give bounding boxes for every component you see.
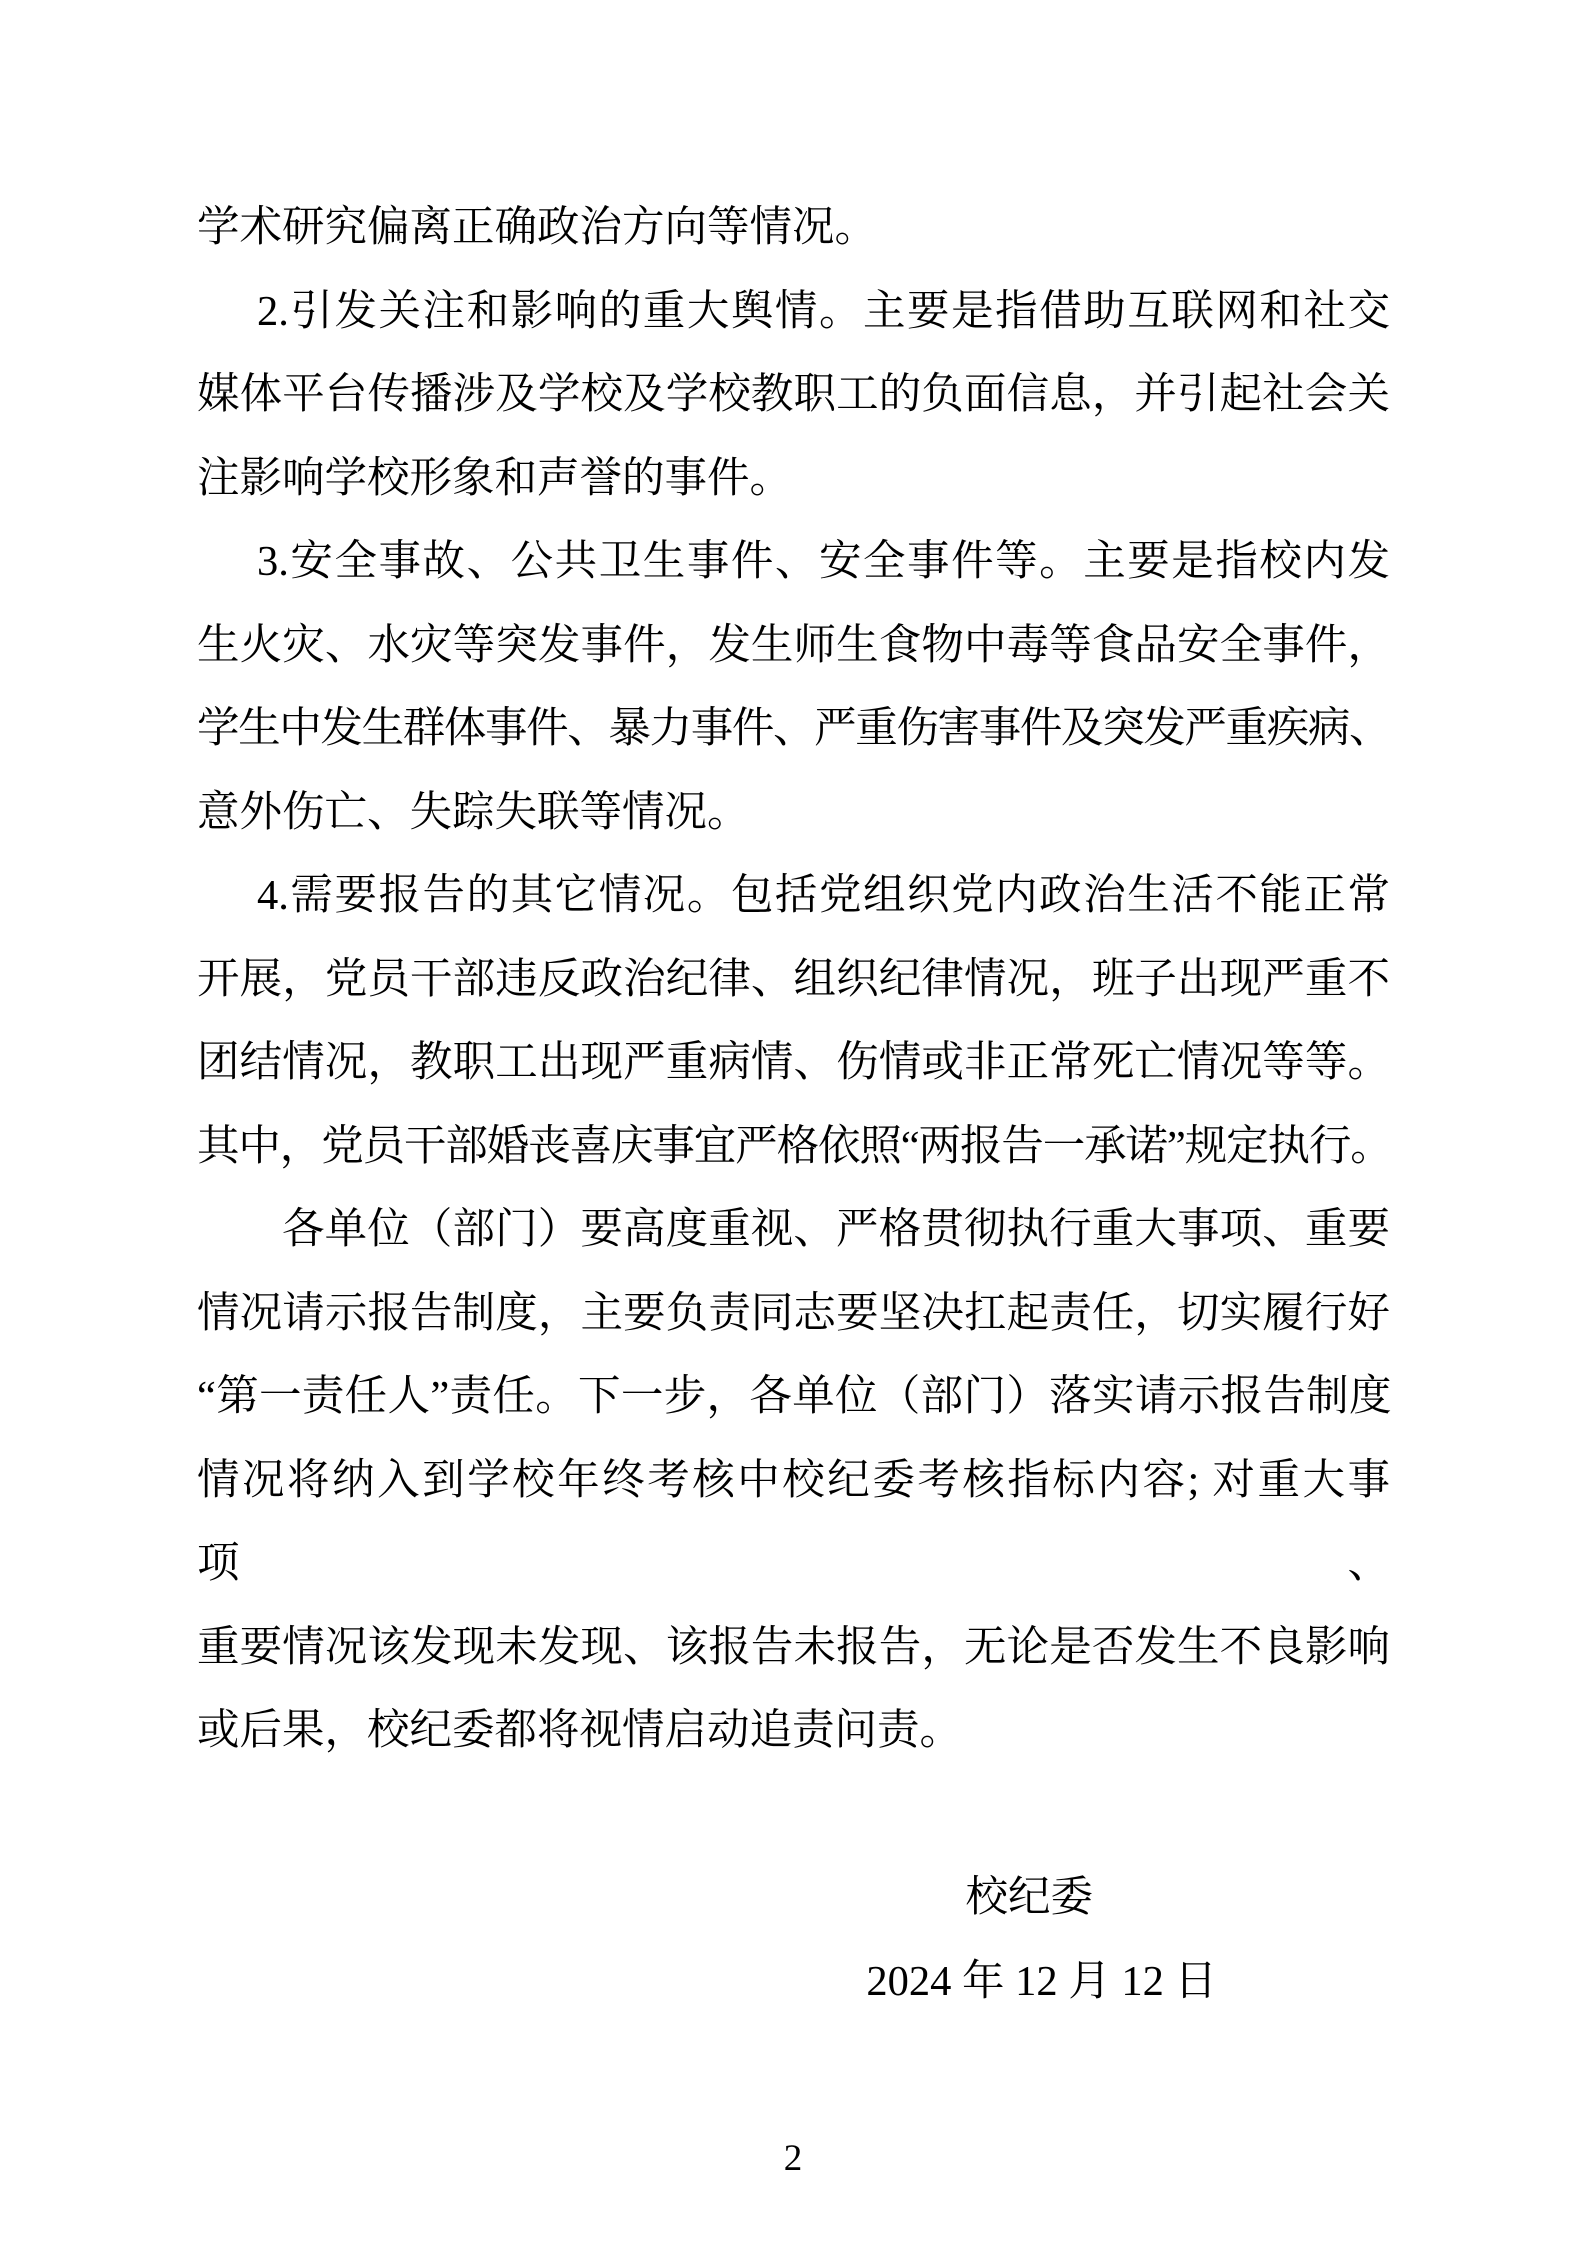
body-line-17: 重要情况该发现未发现、该报告未报告，无论是否发生不良影响	[197, 1623, 1390, 1671]
body-line-10: 开展，党员干部违反政治纪律、组织纪律情况，班子出现严重不	[197, 955, 1390, 1003]
body-line-7: 学生中发生群体事件、暴力事件、严重伤害事件及突发严重疾病、	[197, 705, 1390, 752]
page-number: 2	[783, 2138, 803, 2179]
body-line-9: 4.需要报告的其它情况。包括党组织党内政治生活不能正常	[257, 872, 1390, 919]
signature-date: 2024 年 12 月 12 日	[866, 1957, 1217, 2005]
body-line-6: 生火灾、水灾等突发事件，发生师生食物中毒等食品安全事件，	[197, 621, 1390, 669]
body-line-16: 情况将纳入到学校年终考核中校纪委考核指标内容; 对重大事项、	[197, 1456, 1390, 1587]
body-line-11: 团结情况，教职工出现严重病情、伤情或非正常死亡情况等等。	[197, 1039, 1390, 1086]
signature: 校纪委	[965, 1874, 1093, 1921]
body-line-14: 情况请示报告制度，主要负责同志要坚决扛起责任，切实履行好	[197, 1289, 1390, 1337]
body-line-12: 其中，党员干部婚丧喜庆事宜严格依照“两报告一承诺”规定执行。	[197, 1122, 1390, 1170]
body-line-8: 意外伤亡、失踪失联等情况。	[197, 788, 750, 836]
body-line-3: 媒体平台传播涉及学校及学校教职工的负面信息，并引起社会关	[197, 371, 1390, 418]
body-line-15: “第一责任人”责任。下一步，各单位（部门）落实请示报告制度	[197, 1373, 1390, 1420]
body-line-2: 2.引发关注和影响的重大舆情。主要是指借助互联网和社交	[257, 287, 1390, 335]
body-line-5: 3.安全事故、公共卫生事件、安全事件等。主要是指校内发	[257, 538, 1390, 585]
body-line-4: 注影响学校形象和声誉的事件。	[197, 454, 793, 502]
body-line-13: 各单位（部门）要高度重视、严格贯彻执行重大事项、重要	[282, 1206, 1390, 1253]
document-body	[197, 186, 1390, 2023]
body-line-1: 学术研究偏离正确政治方向等情况。	[197, 204, 878, 251]
body-line-18: 或后果，校纪委都将视情启动追责问责。	[197, 1707, 963, 1754]
